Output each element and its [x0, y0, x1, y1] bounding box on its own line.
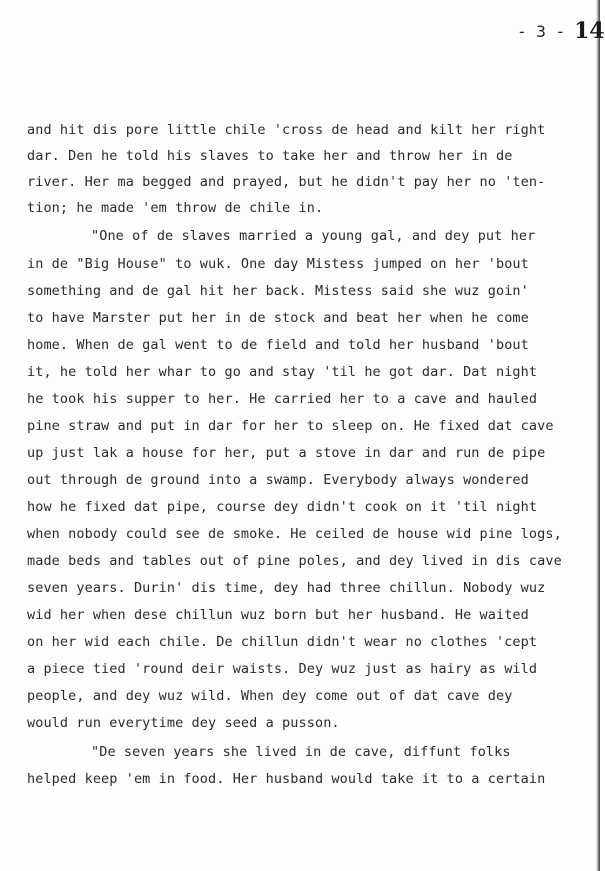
- text-line: river. Her ma begged and prayed, but he didn't pay her no 'ten-: [27, 174, 546, 190]
- page-edge-shadow: [596, 0, 600, 871]
- text-line: a piece tied 'round deir waists. Dey wuz just as hairy as wild: [27, 661, 538, 677]
- text-line: up just lak a house for her, put a stove in dar and run de pipe: [27, 445, 546, 461]
- text-line: to have Marster put her in de stock and beat her when he come: [27, 310, 529, 326]
- text-line: "One of de slaves married a young gal, and dey put her: [91, 228, 536, 244]
- folio-number: 14: [574, 18, 605, 44]
- text-line: something and de gal hit her back. Mistess said she wuz goin': [27, 283, 529, 299]
- text-line: would run everytime dey seed a pusson.: [27, 715, 340, 731]
- text-line: people, and dey wuz wild. When dey come out of dat cave dey: [27, 688, 513, 704]
- text-line: helped keep 'em in food. Her husband would take it to a certain: [27, 771, 546, 787]
- text-line: it, he told her whar to go and stay 'til he got dar. Dat night: [27, 364, 538, 380]
- text-line: in de "Big House" to wuk. One day Mistess jumped on her 'bout: [27, 256, 529, 272]
- text-line: "De seven years she lived in de cave, diffunt folks: [91, 744, 511, 760]
- page-number: - 3 -: [517, 22, 566, 41]
- text-line: on her wid each chile. De chillun didn't wear no clothes 'cept: [27, 634, 538, 650]
- text-line: and hit dis pore little chile 'cross de head and kilt her right: [27, 122, 546, 138]
- text-line: dar. Den he told his slaves to take her and throw her in de: [27, 148, 513, 164]
- text-line: made beds and tables out of pine poles, and dey lived in dis cave: [27, 553, 562, 569]
- text-line: out through de ground into a swamp. Everybody always wondered: [27, 472, 529, 488]
- text-line: when nobody could see de smoke. He ceiled de house wid pine logs,: [27, 526, 562, 542]
- text-line: how he fixed dat pipe, course dey didn't cook on it 'til night: [27, 499, 538, 515]
- text-line: he took his supper to her. He carried her to a cave and hauled: [27, 391, 538, 407]
- text-line: tion; he made 'em throw de chile in.: [27, 200, 324, 216]
- text-line: home. When de gal went to de field and told her husband 'bout: [27, 337, 529, 353]
- text-line: seven years. Durin' dis time, dey had three chillun. Nobody wuz: [27, 580, 546, 596]
- text-line: wid her when dese chillun wuz born but her husband. He waited: [27, 607, 529, 623]
- text-line: pine straw and put in dar for her to sleep on. He fixed dat cave: [27, 418, 554, 434]
